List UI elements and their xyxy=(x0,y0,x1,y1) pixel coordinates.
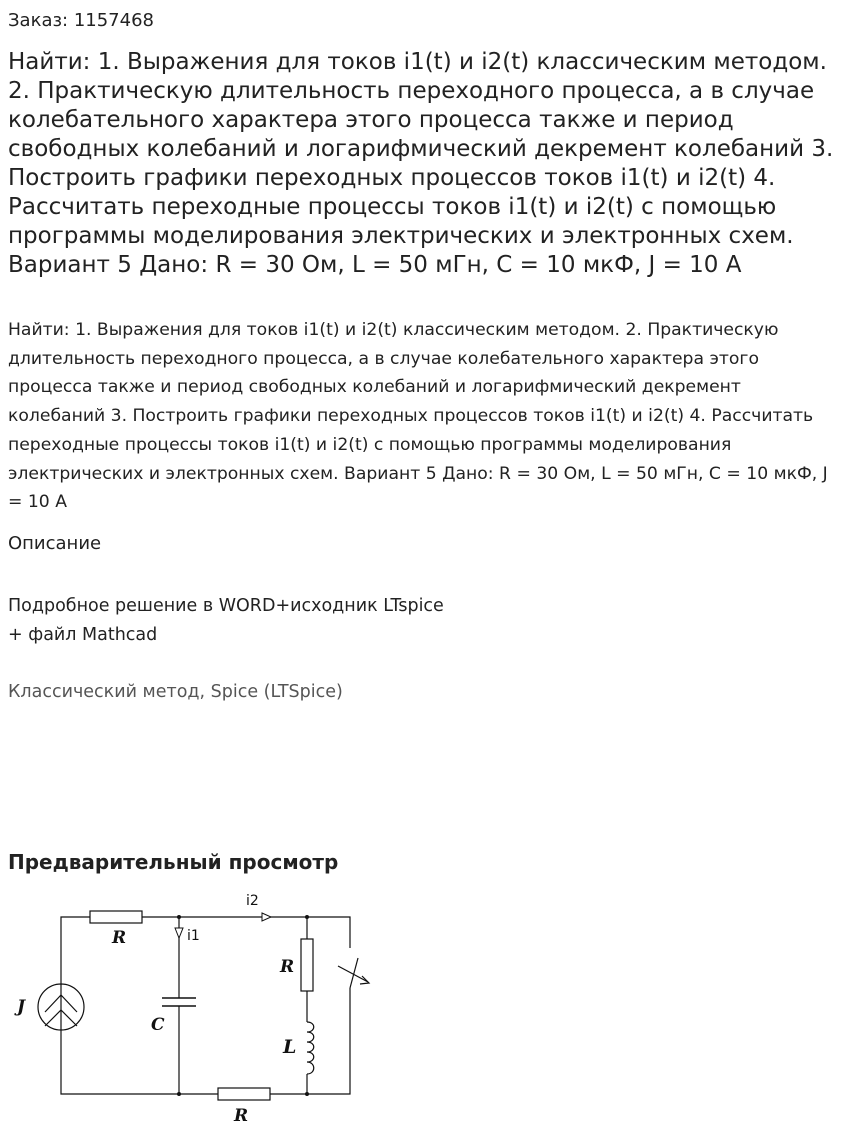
arrow-i2 xyxy=(262,913,271,921)
capacitor xyxy=(162,998,196,1006)
label-current-i2: i2 xyxy=(246,893,259,909)
tags-line: Классический метод, Spice (LTSpice) xyxy=(8,682,343,702)
description-line-2: + файл Mathcad xyxy=(8,625,158,645)
label-current-i1: i1 xyxy=(187,928,200,944)
label-capacitor: C xyxy=(151,1015,165,1035)
wire-left-top xyxy=(61,917,90,985)
label-resistor-right: R xyxy=(280,957,295,977)
description-line-1: Подробное решение в WORD+исходник LTspice xyxy=(8,596,444,616)
task-description: Найти: 1. Выражения для токов i1(t) и i2(t) классическим методом. 2. Практическую длительность переходного процесса, а в случае колебательного характера этого процесса также и период свободных колебаний и логарифмический декремент колебаний 3. Построить графики переходных процессов токов i1(t) и i2(t) 4. Рассчитать переходные процессы токов i1(t) и i2(t) с помощью программы моделирования электрических и электронных схем. Вариант 5 Дано: R = 30 Ом, L = 50 мГн, C = 10 мкФ, J = 10 А xyxy=(8,320,828,513)
resistor-bottom xyxy=(218,1088,270,1100)
wire-bottom xyxy=(270,988,350,1094)
label-source: J xyxy=(17,997,26,1017)
label-resistor-top: R xyxy=(112,928,127,948)
current-source xyxy=(38,984,84,1030)
inductor xyxy=(307,1022,314,1074)
page-title: Найти: 1. Выражения для токов i1(t) и i2(t) классическим методом. 2. Практическую длительность переходного процесса, а в случае колебательного характера этого процесса также и период свободных колебаний и логарифмический декремент колебаний 3. Построить графики переходных процессов токов i1(t) и i2(t) 4. Рассчитать переходные процессы токов i1(t) и i2(t) с помощью программы моделирования электрических и электронных схем. Вариант 5 Дано: R = 30 Ом, L = 50 мГн, C = 10 мкФ, J = 10 А xyxy=(8,49,834,278)
description-heading: Описание xyxy=(8,533,102,554)
order-number: Заказ: 1157468 xyxy=(8,10,154,31)
switch xyxy=(338,958,369,988)
wire-left-bottom xyxy=(61,1030,218,1094)
resistor-top xyxy=(90,911,142,923)
arrow-i1 xyxy=(175,928,183,938)
wire-top xyxy=(142,917,350,948)
circuit-diagram xyxy=(0,880,400,1140)
preview-heading: Предварительный просмотр xyxy=(8,850,339,874)
label-resistor-bottom: R xyxy=(234,1106,249,1126)
resistor-right xyxy=(301,939,313,991)
label-inductor: L xyxy=(283,1036,297,1058)
